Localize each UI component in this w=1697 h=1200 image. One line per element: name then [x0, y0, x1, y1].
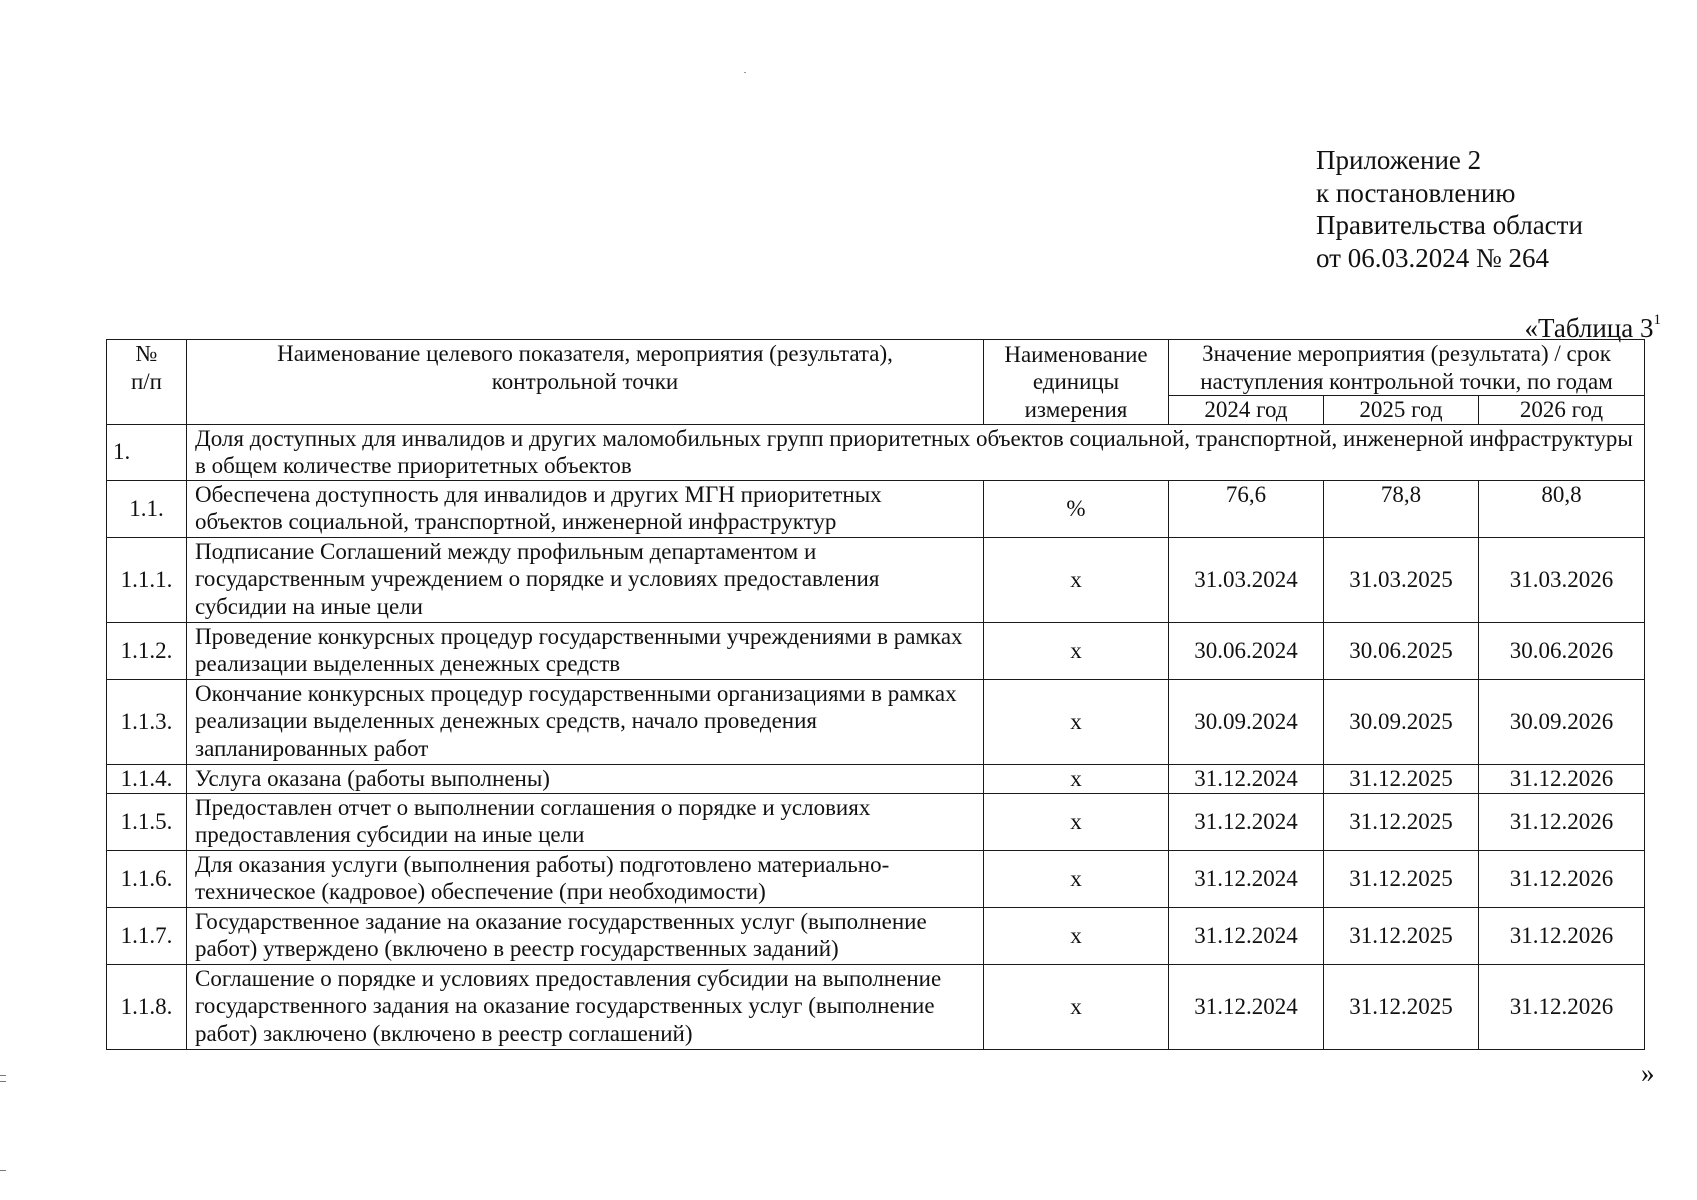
row-value-2024: 31.12.2024 [1169, 793, 1324, 850]
margin-tick [0, 1170, 6, 1171]
header-name-cell [187, 340, 984, 425]
row-value-2025: 31.12.2025 [1324, 764, 1479, 793]
table-row [107, 907, 1645, 964]
row-value-2024: 76,6 [1169, 480, 1324, 537]
row-value-2024: 31.03.2024 [1169, 537, 1324, 622]
row-num: 1.1.8. [107, 964, 187, 1049]
header-row [107, 340, 1645, 396]
table-row [107, 764, 1645, 793]
header-name-line-2: контрольной точки [491, 368, 679, 394]
margin-tick [0, 1075, 6, 1076]
appendix-line-2: к постановлению [1316, 177, 1516, 208]
row-name: Предоставлен отчет о выполнении соглашения о порядке и условиях предоставления субсидии на иные цели [187, 793, 984, 850]
scan-speck [744, 72, 746, 73]
row-num: 1.1.6. [107, 850, 187, 907]
table-label-superscript: 1 [1653, 312, 1661, 328]
row-unit: х [984, 764, 1169, 793]
row-name: Проведение конкурсных процедур государственными учреждениями в рамках реализации выделенных денежных средств [187, 622, 984, 679]
table-label-text: «Таблица 3 [1524, 313, 1654, 343]
header-name-line-1: Наименование целевого показателя, мероприятия (результата), [277, 341, 893, 366]
header-unit-cell [984, 340, 1169, 425]
header-value-cell [1169, 340, 1645, 396]
row-unit: х [984, 850, 1169, 907]
section-text: Доля доступных для инвалидов и других маломобильных групп приоритетных объектов социальной, транспортной, инженерной инфраструктуры в общем количестве приоритетных объектов [187, 424, 1645, 480]
margin-tick [0, 1081, 6, 1082]
row-num: 1.1.4. [107, 764, 187, 793]
row-num: 1.1.5. [107, 793, 187, 850]
row-value-2024: 30.09.2024 [1169, 679, 1324, 764]
row-value-2025: 31.12.2025 [1324, 907, 1479, 964]
row-name: Соглашение о порядке и условиях предоставления субсидии на выполнение государственного задания на оказание государственных услуг (выполнение работ) заключено (включено в реестр соглашений) [187, 964, 984, 1049]
appendix-heading [1316, 144, 1583, 274]
section-row [107, 424, 1645, 480]
row-num: 1.1. [107, 480, 187, 537]
row-name: Государственное задание на оказание государственных услуг (выполнение работ) утверждено (включено в реестр государственных заданий) [187, 907, 984, 964]
header-value-line-1: Значение мероприятия (результата) / срок [1202, 341, 1611, 366]
table-row [107, 679, 1645, 764]
row-value-2024: 30.06.2024 [1169, 622, 1324, 679]
header-year-2024: 2024 год [1169, 396, 1324, 425]
row-value-2024: 31.12.2024 [1169, 850, 1324, 907]
row-value-2026: 31.12.2026 [1479, 907, 1645, 964]
header-num-line-2: п/п [130, 368, 162, 394]
header-value-line-2: наступления контрольной точки, по годам [1200, 368, 1613, 394]
row-name: Обеспечена доступность для инвалидов и других МГН приоритетных объектов социальной, транспортной, инженерной инфраструктур [187, 480, 984, 537]
row-value-2025: 30.09.2025 [1324, 679, 1479, 764]
row-num: 1.1.1. [107, 537, 187, 622]
row-value-2024: 31.12.2024 [1169, 764, 1324, 793]
row-unit: х [984, 793, 1169, 850]
row-value-2026: 30.06.2026 [1479, 622, 1645, 679]
row-value-2025: 31.12.2025 [1324, 850, 1479, 907]
row-unit: х [984, 679, 1169, 764]
row-value-2025: 31.12.2025 [1324, 793, 1479, 850]
row-value-2026: 31.12.2026 [1479, 964, 1645, 1049]
row-unit: х [984, 622, 1169, 679]
row-value-2026: 31.12.2026 [1479, 850, 1645, 907]
appendix-line-4: от 06.03.2024 № 264 [1316, 242, 1549, 273]
table-row [107, 850, 1645, 907]
table-row [107, 480, 1645, 537]
closing-quote: » [1641, 1058, 1655, 1088]
row-num: 1.1.3. [107, 679, 187, 764]
header-year-2026: 2026 год [1479, 396, 1645, 425]
header-unit-line-3: измерения [1024, 396, 1128, 422]
row-name: Окончание конкурсных процедур государственными организациями в рамках реализации выделенных денежных средств, начало проведения запланированных работ [187, 679, 984, 764]
row-value-2025: 31.12.2025 [1324, 964, 1479, 1049]
row-value-2024: 31.12.2024 [1169, 907, 1324, 964]
table-row [107, 537, 1645, 622]
row-value-2026: 31.03.2026 [1479, 537, 1645, 622]
row-name: Для оказания услуги (выполнения работы) подготовлено материально-техническое (кадровое) обеспечение (при необходимости) [187, 850, 984, 907]
row-num: 1.1.2. [107, 622, 187, 679]
row-value-2025: 31.03.2025 [1324, 537, 1479, 622]
row-value-2026: 31.12.2026 [1479, 793, 1645, 850]
row-value-2026: 31.12.2026 [1479, 764, 1645, 793]
row-value-2025: 30.06.2025 [1324, 622, 1479, 679]
row-name: Услуга оказана (работы выполнены) [187, 764, 984, 793]
header-unit-line-1: Наименование [1004, 341, 1148, 367]
table-row [107, 793, 1645, 850]
header-unit-line-2: единицы [1032, 369, 1120, 394]
row-unit: % [984, 480, 1169, 537]
header-year-2025: 2025 год [1324, 396, 1479, 425]
table-row [107, 964, 1645, 1049]
appendix-line-1: Приложение 2 [1316, 145, 1482, 175]
row-value-2026: 30.09.2026 [1479, 679, 1645, 764]
header-num-line-1: № [135, 341, 158, 366]
row-value-2024: 31.12.2024 [1169, 964, 1324, 1049]
row-value-2026: 80,8 [1479, 480, 1645, 537]
row-num: 1.1.7. [107, 907, 187, 964]
row-unit: х [984, 964, 1169, 1049]
row-unit: х [984, 907, 1169, 964]
row-value-2025: 78,8 [1324, 480, 1479, 537]
table-row [107, 622, 1645, 679]
appendix-line-3: Правительства области [1316, 210, 1583, 240]
section-num: 1. [107, 424, 187, 480]
row-unit: х [984, 537, 1169, 622]
header-num-cell [107, 340, 187, 425]
indicators-table [106, 339, 1645, 1050]
row-name: Подписание Соглашений между профильным департаментом и государственным учреждением о порядке и условиях предоставления субсидии на иные цели [187, 537, 984, 622]
